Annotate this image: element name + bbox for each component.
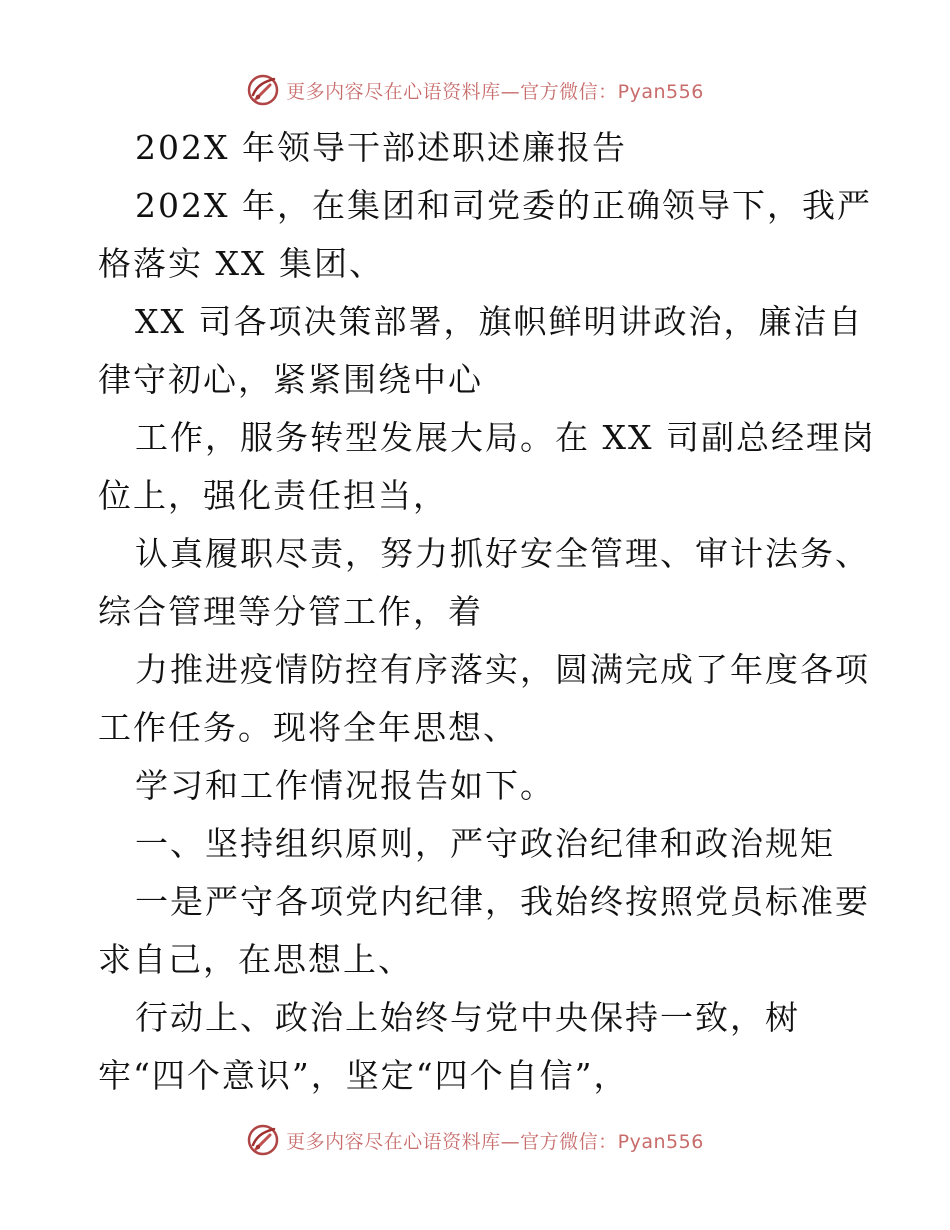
paragraph-line: 牢“四个意识”，坚定“四个自信”， xyxy=(98,1056,629,1095)
paragraph-line: 认真履职尽责，努力抓好安全管理、审计法务、 xyxy=(135,534,870,573)
watermark-text: 更多内容尽在心语资料库—官方微信：Pyan556 xyxy=(286,1130,704,1153)
section-heading: 一、坚持组织原则，严守政治纪律和政治规矩 xyxy=(135,824,835,863)
paragraph-line: 一是严守各项党内纪律，我始终按照党员标准要 xyxy=(135,882,870,921)
brush-logo-icon xyxy=(246,73,280,107)
paragraph-line: 格落实 XX 集团、 xyxy=(98,244,384,283)
paragraph-line: 位上，强化责任担当， xyxy=(98,476,448,515)
paragraph-line: 202X 年，在集团和司党委的正确领导下，我严 xyxy=(135,186,872,225)
paragraph-line: 综合管理等分管工作，着 xyxy=(98,592,483,631)
paragraph-line: 学习和工作情况报告如下。 xyxy=(135,766,555,805)
paragraph-line: 工作，服务转型发展大局。在 XX 司副总经理岗 xyxy=(135,418,876,457)
paragraph-line: XX 司各项决策部署，旗帜鲜明讲政治，廉洁自 xyxy=(135,302,864,341)
paragraph-line: 工作任务。现将全年思想、 xyxy=(98,708,518,747)
paragraph-line: 力推进疫情防控有序落实，圆满完成了年度各项 xyxy=(135,650,870,689)
paragraph-line: 行动上、政治上始终与党中央保持一致，树 xyxy=(135,998,800,1037)
footer-watermark xyxy=(0,1120,950,1160)
watermark-text: 更多内容尽在心语资料库—官方微信：Pyan556 xyxy=(286,80,704,103)
brush-logo-icon xyxy=(246,1123,280,1157)
paragraph-line: 律守初心，紧紧围绕中心 xyxy=(98,360,483,399)
header-watermark xyxy=(0,70,950,110)
paragraph-line: 求自己，在思想上、 xyxy=(98,940,413,979)
document-title: 202X 年领导干部述职述廉报告 xyxy=(135,128,627,167)
